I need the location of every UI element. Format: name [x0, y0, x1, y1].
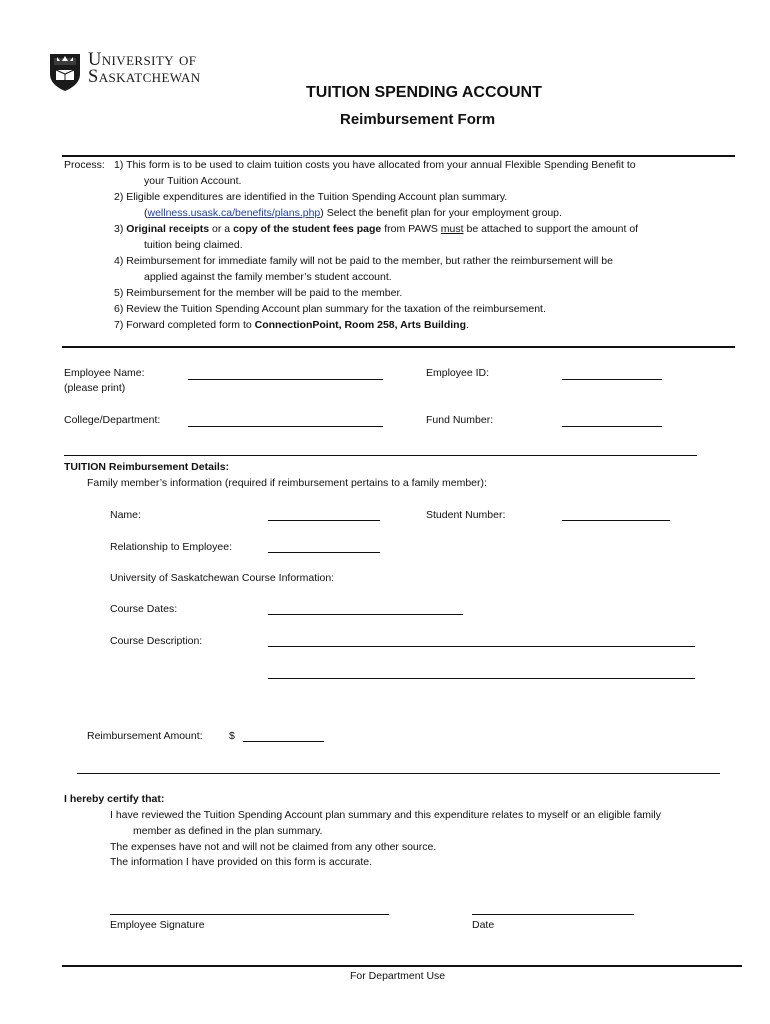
- university-logo: [88, 52, 201, 86]
- process-item-6: 6) Review the Tuition Spending Account plan summary for the taxation of the reimbursement.: [114, 303, 546, 315]
- certify-line-2: The expenses have not and will not be claimed from any other source.: [110, 841, 437, 853]
- employee-name-field[interactable]: [188, 379, 383, 380]
- reimbursement-amount-label: Reimbursement Amount:: [87, 730, 203, 742]
- fund-number-field[interactable]: [562, 426, 662, 427]
- relationship-label: Relationship to Employee:: [110, 541, 232, 553]
- department-use-label: For Department Use: [350, 970, 446, 982]
- family-name-field[interactable]: [268, 520, 380, 521]
- course-description-field-2[interactable]: [268, 678, 695, 679]
- employee-signature-label: Employee Signature: [110, 919, 205, 931]
- college-department-field[interactable]: [188, 426, 383, 427]
- certify-heading: I hereby certify that:: [64, 793, 165, 805]
- tuition-heading: TUITION Reimbursement Details:: [64, 461, 230, 473]
- bottom-divider: [62, 965, 742, 967]
- employee-id-label: Employee ID:: [426, 367, 490, 379]
- fund-number-label: Fund Number:: [426, 414, 494, 426]
- process-item-3: 3) Original receipts or a copy of the student fees page from PAWS must be attached to support the amount of: [114, 223, 639, 235]
- process-item-7: 7) Forward completed form to ConnectionPoint, Room 258, Arts Building.: [114, 319, 469, 331]
- amount-divider: [77, 773, 720, 774]
- course-description-field-1[interactable]: [268, 646, 695, 647]
- employee-name-label: Employee Name:: [64, 367, 145, 379]
- date-field[interactable]: [472, 914, 634, 915]
- process-item-2: 2) Eligible expenditures are identified in the Tuition Spending Account plan summary.: [114, 191, 508, 203]
- certify-line-1-cont: member as defined in the plan summary.: [133, 825, 323, 837]
- form-subtitle: Reimbursement Form: [340, 111, 496, 128]
- certify-line-3: The information I have provided on this form is accurate.: [110, 856, 373, 868]
- process-item-5: 5) Reimbursement for the member will be paid to the member.: [114, 287, 403, 299]
- process-divider: [62, 346, 735, 348]
- employee-id-field[interactable]: [562, 379, 662, 380]
- process-item-4: 4) Reimbursement for immediate family will not be paid to the member, but rather the reimbursement will be: [114, 255, 613, 267]
- family-info-note: Family member’s information (required if reimbursement pertains to a family member):: [87, 477, 487, 489]
- university-crest-icon: [48, 52, 82, 92]
- employee-divider: [64, 455, 697, 456]
- family-name-label: Name:: [110, 509, 141, 521]
- date-label: Date: [472, 919, 495, 931]
- reimbursement-amount-field[interactable]: [243, 741, 324, 742]
- student-number-label: Student Number:: [426, 509, 506, 521]
- course-dates-field[interactable]: [268, 614, 463, 615]
- college-department-label: College/Department:: [64, 414, 161, 426]
- process-item-4-cont: applied against the family member’s student account.: [144, 271, 392, 283]
- relationship-field[interactable]: [268, 552, 380, 553]
- course-description-label: Course Description:: [110, 635, 203, 647]
- logo-line-2: Saskatchewan: [88, 67, 201, 87]
- currency-symbol: $: [229, 730, 235, 742]
- student-number-field[interactable]: [562, 520, 670, 521]
- process-item-3-cont: tuition being claimed.: [144, 239, 243, 251]
- top-divider: [62, 155, 735, 157]
- process-item-1-cont: your Tuition Account.: [144, 175, 242, 187]
- course-dates-label: Course Dates:: [110, 603, 178, 615]
- course-info-heading: University of Saskatchewan Course Information:: [110, 572, 335, 584]
- process-item-1: 1) This form is to be used to claim tuition costs you have allocated from your annual Flexible Spending Benefit to: [114, 159, 636, 171]
- process-label: Process:: [64, 159, 105, 171]
- certify-line-1: I have reviewed the Tuition Spending Account plan summary and this expenditure relates to myself or an eligible family: [110, 809, 661, 821]
- employee-name-sublabel: (please print): [64, 382, 126, 394]
- process-item-2-cont: (wellness.usask.ca/benefits/plans.php) Select the benefit plan for your employment group.: [144, 207, 562, 219]
- form-title: TUITION SPENDING ACCOUNT: [306, 84, 542, 101]
- logo-line-1: University of: [88, 50, 197, 70]
- employee-signature-field[interactable]: [110, 914, 389, 915]
- plans-link[interactable]: wellness.usask.ca/benefits/plans.php: [147, 207, 321, 219]
